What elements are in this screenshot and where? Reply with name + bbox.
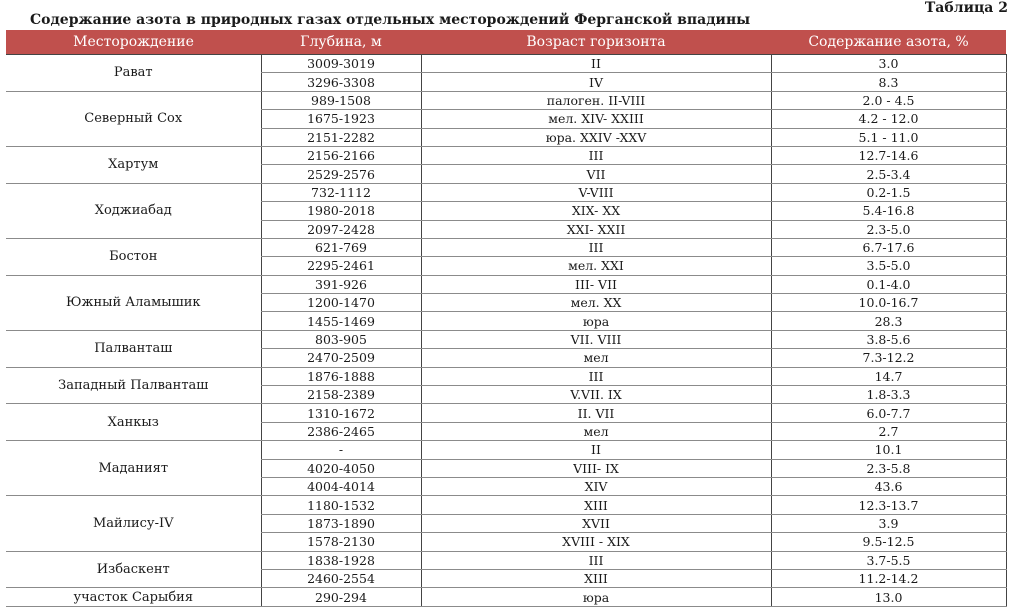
table-row xyxy=(6,441,1006,459)
horizon-age-cell: юра xyxy=(421,312,771,330)
horizon-age-cell: мел. XXI xyxy=(421,257,771,275)
nitrogen-content-cell: 6.7-17.6 xyxy=(771,238,1006,256)
nitrogen-content-cell: 7.3-12.2 xyxy=(771,349,1006,367)
nitrogen-content-cell: 12.3-13.7 xyxy=(771,496,1006,514)
horizon-age-cell: юра xyxy=(421,588,771,606)
horizon-age-cell: XVIII - XIX xyxy=(421,533,771,551)
field-cell: Ходжиабад xyxy=(6,183,261,238)
nitrogen-content-cell: 43.6 xyxy=(771,477,1006,495)
depth-cell: 2529-2576 xyxy=(261,165,421,183)
nitrogen-content-cell: 5.4-16.8 xyxy=(771,202,1006,220)
horizon-age-cell: VII xyxy=(421,165,771,183)
horizon-age-cell: II xyxy=(421,55,771,73)
depth-cell: 2156-2166 xyxy=(261,146,421,164)
depth-cell: 2097-2428 xyxy=(261,220,421,238)
table-row xyxy=(6,496,1006,514)
horizon-age-cell: III xyxy=(421,551,771,569)
depth-cell: 989-1508 xyxy=(261,91,421,109)
depth-cell: 4020-4050 xyxy=(261,459,421,477)
horizon-age-cell: V.VII. IX xyxy=(421,386,771,404)
nitrogen-content-cell: 3.8-5.6 xyxy=(771,330,1006,348)
depth-cell: 1455-1469 xyxy=(261,312,421,330)
header-field: Месторождение xyxy=(6,30,261,55)
table-row xyxy=(6,367,1006,385)
horizon-age-cell: мел. XX xyxy=(421,294,771,312)
table-row xyxy=(6,238,1006,256)
depth-cell: 1310-1672 xyxy=(261,404,421,422)
depth-cell: 1838-1928 xyxy=(261,551,421,569)
horizon-age-cell: II xyxy=(421,441,771,459)
depth-cell: 2151-2282 xyxy=(261,128,421,146)
horizon-age-cell: VII. VIII xyxy=(421,330,771,348)
field-cell: Северный Сох xyxy=(6,91,261,146)
nitrogen-content-cell: 6.0-7.7 xyxy=(771,404,1006,422)
horizon-age-cell: IV xyxy=(421,73,771,91)
table-number: Таблица 2 xyxy=(924,0,1008,16)
header-horizon-age: Возраст горизонта xyxy=(421,30,771,55)
horizon-age-cell: мел. XIV- XXIII xyxy=(421,110,771,128)
horizon-age-cell: XXI- XXII xyxy=(421,220,771,238)
horizon-age-cell: III xyxy=(421,146,771,164)
depth-cell: 732-1112 xyxy=(261,183,421,201)
depth-cell: 1873-1890 xyxy=(261,514,421,532)
horizon-age-cell: XIII xyxy=(421,569,771,587)
nitrogen-content-cell: 10.1 xyxy=(771,441,1006,459)
horizon-age-cell: V-VIII xyxy=(421,183,771,201)
depth-cell: 1200-1470 xyxy=(261,294,421,312)
horizon-age-cell: XIX- XX xyxy=(421,202,771,220)
nitrogen-content-cell: 8.3 xyxy=(771,73,1006,91)
nitrogen-content-cell: 14.7 xyxy=(771,367,1006,385)
depth-cell: 2386-2465 xyxy=(261,422,421,440)
nitrogen-content-cell: 5.1 - 11.0 xyxy=(771,128,1006,146)
header-depth: Глубина, м xyxy=(261,30,421,55)
horizon-age-cell: XIV xyxy=(421,477,771,495)
nitrogen-content-cell: 28.3 xyxy=(771,312,1006,330)
depth-cell: 1675-1923 xyxy=(261,110,421,128)
field-cell: Западный Палванташ xyxy=(6,367,261,404)
nitrogen-content-cell: 2.7 xyxy=(771,422,1006,440)
horizon-age-cell: мел xyxy=(421,422,771,440)
depth-cell: 1180-1532 xyxy=(261,496,421,514)
table-row xyxy=(6,91,1006,109)
table-body xyxy=(6,55,1006,607)
depth-cell: 290-294 xyxy=(261,588,421,606)
header-nitrogen-content: Содержание азота, % xyxy=(771,30,1006,55)
table-row xyxy=(6,588,1006,606)
field-cell: Бостон xyxy=(6,238,261,275)
nitrogen-content-cell: 2.5-3.4 xyxy=(771,165,1006,183)
nitrogen-content-cell: 10.0-16.7 xyxy=(771,294,1006,312)
field-cell: Южный Аламышик xyxy=(6,275,261,330)
horizon-age-cell: палоген. II-VIII xyxy=(421,91,771,109)
nitrogen-content-cell: 0.2-1.5 xyxy=(771,183,1006,201)
nitrogen-content-cell: 2.0 - 4.5 xyxy=(771,91,1006,109)
horizon-age-cell: III xyxy=(421,367,771,385)
field-cell: Майлису-IV xyxy=(6,496,261,551)
nitrogen-content-cell: 13.0 xyxy=(771,588,1006,606)
nitrogen-content-cell: 1.8-3.3 xyxy=(771,386,1006,404)
field-cell: Палванташ xyxy=(6,330,261,367)
nitrogen-content-cell: 9.5-12.5 xyxy=(771,533,1006,551)
depth-cell: - xyxy=(261,441,421,459)
depth-cell: 2295-2461 xyxy=(261,257,421,275)
nitrogen-content-cell: 0.1-4.0 xyxy=(771,275,1006,293)
horizon-age-cell: мел xyxy=(421,349,771,367)
depth-cell: 391-926 xyxy=(261,275,421,293)
horizon-age-cell: XVII xyxy=(421,514,771,532)
depth-cell: 1578-2130 xyxy=(261,533,421,551)
nitrogen-content-cell: 3.5-5.0 xyxy=(771,257,1006,275)
depth-cell: 1980-2018 xyxy=(261,202,421,220)
horizon-age-cell: VIII- IX xyxy=(421,459,771,477)
nitrogen-content-cell: 2.3-5.8 xyxy=(771,459,1006,477)
field-cell: Маданият xyxy=(6,441,261,496)
depth-cell: 2158-2389 xyxy=(261,386,421,404)
nitrogen-content-cell: 2.3-5.0 xyxy=(771,220,1006,238)
depth-cell: 2470-2509 xyxy=(261,349,421,367)
nitrogen-content-cell: 3.7-5.5 xyxy=(771,551,1006,569)
table-header-row xyxy=(6,30,1006,55)
depth-cell: 803-905 xyxy=(261,330,421,348)
nitrogen-content-cell: 3.0 xyxy=(771,55,1006,73)
field-cell: Рават xyxy=(6,55,261,92)
nitrogen-table xyxy=(6,30,1007,607)
horizon-age-cell: III- VII xyxy=(421,275,771,293)
table-row xyxy=(6,330,1006,348)
horizon-age-cell: XIII xyxy=(421,496,771,514)
depth-cell: 621-769 xyxy=(261,238,421,256)
table-row xyxy=(6,404,1006,422)
nitrogen-content-cell: 12.7-14.6 xyxy=(771,146,1006,164)
depth-cell: 1876-1888 xyxy=(261,367,421,385)
horizon-age-cell: II. VII xyxy=(421,404,771,422)
horizon-age-cell: юра. XXIV -XXV xyxy=(421,128,771,146)
field-cell: Хартум xyxy=(6,146,261,183)
depth-cell: 2460-2554 xyxy=(261,569,421,587)
nitrogen-content-cell: 3.9 xyxy=(771,514,1006,532)
horizon-age-cell: III xyxy=(421,238,771,256)
depth-cell: 4004-4014 xyxy=(261,477,421,495)
table-row xyxy=(6,146,1006,164)
nitrogen-content-cell: 11.2-14.2 xyxy=(771,569,1006,587)
depth-cell: 3296-3308 xyxy=(261,73,421,91)
field-cell: Ханкыз xyxy=(6,404,261,441)
field-cell: Избаскент xyxy=(6,551,261,588)
table-row xyxy=(6,183,1006,201)
table-row xyxy=(6,55,1006,73)
field-cell: участок Сарыбия xyxy=(6,588,261,606)
nitrogen-content-cell: 4.2 - 12.0 xyxy=(771,110,1006,128)
table-row xyxy=(6,551,1006,569)
table-title: Содержание азота в природных газах отдельных месторождений Ферганской впадины xyxy=(30,12,751,28)
table-row xyxy=(6,275,1006,293)
depth-cell: 3009-3019 xyxy=(261,55,421,73)
